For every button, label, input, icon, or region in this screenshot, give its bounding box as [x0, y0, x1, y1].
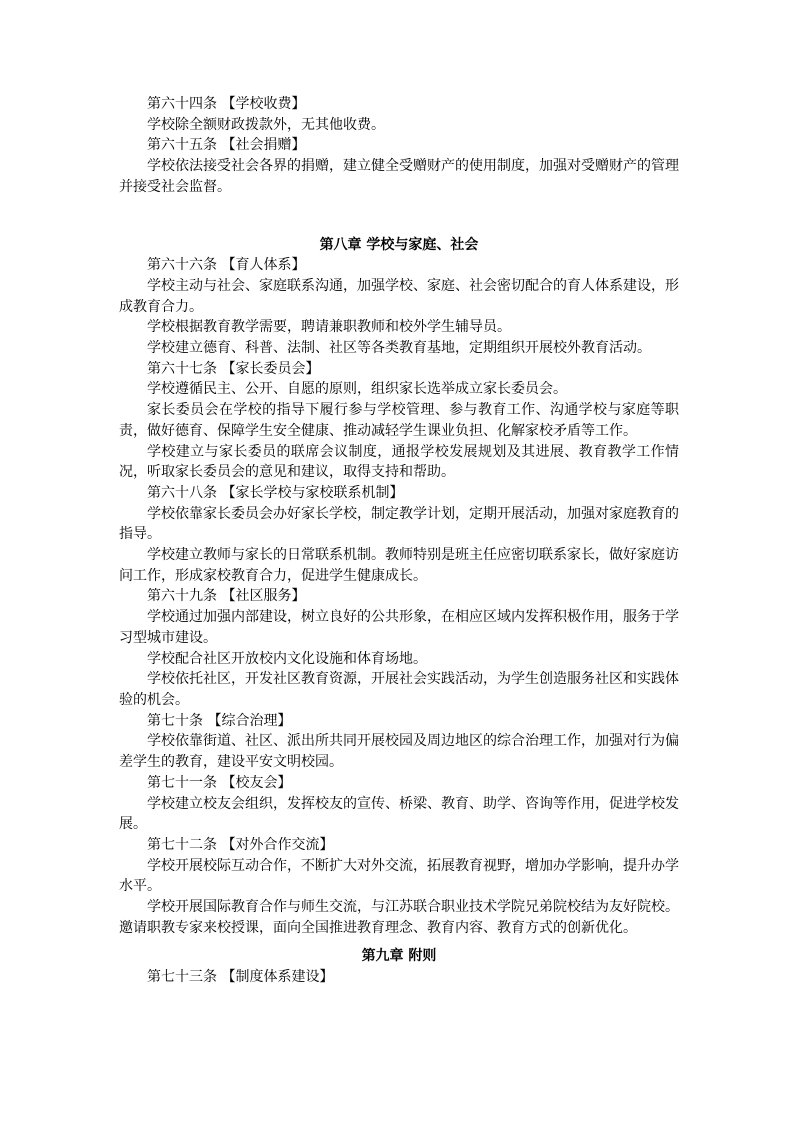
article-72-paragraph-1: 学校开展校际互动合作，不断扩大对外交流，拓展教育视野，增加办学影响，提升办学水平。 [119, 857, 679, 895]
document-page [119, 94, 679, 988]
article-65-paragraph-1: 学校依法接受社会各界的捐赠，建立健全受赠财产的使用制度，加强对受赠财产的管理并接受社会监督。 [119, 158, 679, 195]
article-67-paragraph-3: 学校建立与家长委员的联席会议制度，通报学校发展规划及其进展、教育教学工作情况，听取家长委员会的意见和建议，取得支持和帮助。 [119, 443, 679, 481]
article-66-paragraph-2: 学校根据教育教学需要，聘请兼职教师和校外学生辅导员。 [147, 319, 511, 336]
chapter-8-title: 第八章 学校与家庭、社会 [319, 236, 479, 253]
article-70-heading: 第七十条 【综合治理】 [147, 712, 292, 729]
article-71-heading: 第七十一条 【校友会】 [147, 774, 292, 791]
article-73-heading: 第七十三条 【制度体系建设】 [147, 969, 334, 986]
article-66-paragraph-1: 学校主动与社会、家庭联系沟通，加强学校、家庭、社会密切配合的育人体系建设，形成教育合力。 [119, 277, 679, 315]
article-67-paragraph-1: 学校遵循民主、公开、自愿的原则，组织家长选举成立家长委员会。 [147, 381, 567, 398]
article-68-paragraph-2: 学校建立教师与家长的日常联系机制。教师特别是班主任应密切联系家长，做好家庭访问工作，形成家校教育合力，促进学生健康成长。 [119, 547, 679, 584]
article-66-paragraph-3: 学校建立德育、科普、法制、社区等各类教育基地，定期组织开展校外教育活动。 [147, 340, 651, 357]
article-72-heading: 第七十二条 【对外合作交流】 [147, 836, 334, 853]
article-71-paragraph-1: 学校建立校友会组织，发挥校友的宣传、桥梁、教育、助学、咨询等作用，促进学校发展。 [119, 795, 679, 833]
article-67-paragraph-2: 家长委员会在学校的指导下履行参与学校管理、参与教育工作、沟通学校与家庭等职责，做好德育、保障学生安全健康、推动减轻学生课业负担、化解家校矛盾等工作。 [119, 402, 679, 439]
chapter-9-title: 第九章 附则 [361, 948, 437, 965]
article-72-paragraph-2: 学校开展国际教育合作与师生交流，与江苏联合职业技术学院兄弟院校结为友好院校。邀请职教专家来校授课，面向全国推进教育理念、教育内容、教育方式的创新优化。 [119, 899, 679, 936]
article-69-paragraph-1: 学校通过加强内部建设，树立良好的公共形象，在相应区域内发挥积极作用，服务于学习型城市建设。 [119, 609, 679, 646]
article-67-heading: 第六十七条 【家长委员会】 [147, 360, 320, 377]
chapter-spacer [119, 938, 679, 946]
article-69-paragraph-2: 学校配合社区开放校内文化设施和体育场地。 [147, 650, 427, 667]
article-68-paragraph-1: 学校依靠家长委员会办好家长学校，制定教学计划，定期开展活动，加强对家庭教育的指导。 [119, 505, 679, 543]
chapter-spacer [119, 198, 679, 235]
article-64-paragraph-1: 学校除全额财政拨款外，无其他收费。 [147, 116, 385, 133]
article-64-heading: 第六十四条 【学校收费】 [147, 96, 306, 112]
article-65-heading: 第六十五条 【社会捐赠】 [147, 137, 306, 154]
article-70-paragraph-1: 学校依靠街道、社区、派出所共同开展校园及周边地区的综合治理工作，加强对行为偏差学生的教育，建设平安文明校园。 [119, 733, 679, 771]
article-69-heading: 第六十九条 【社区服务】 [147, 588, 306, 605]
article-66-heading: 第六十六条 【育人体系】 [147, 257, 306, 274]
article-68-heading: 第六十八条 【家长学校与家校联系机制】 [147, 484, 404, 501]
article-69-paragraph-3: 学校依托社区，开发社区教育资源，开展社会实践活动，为学生创造服务社区和实践体验的机会。 [119, 671, 679, 708]
